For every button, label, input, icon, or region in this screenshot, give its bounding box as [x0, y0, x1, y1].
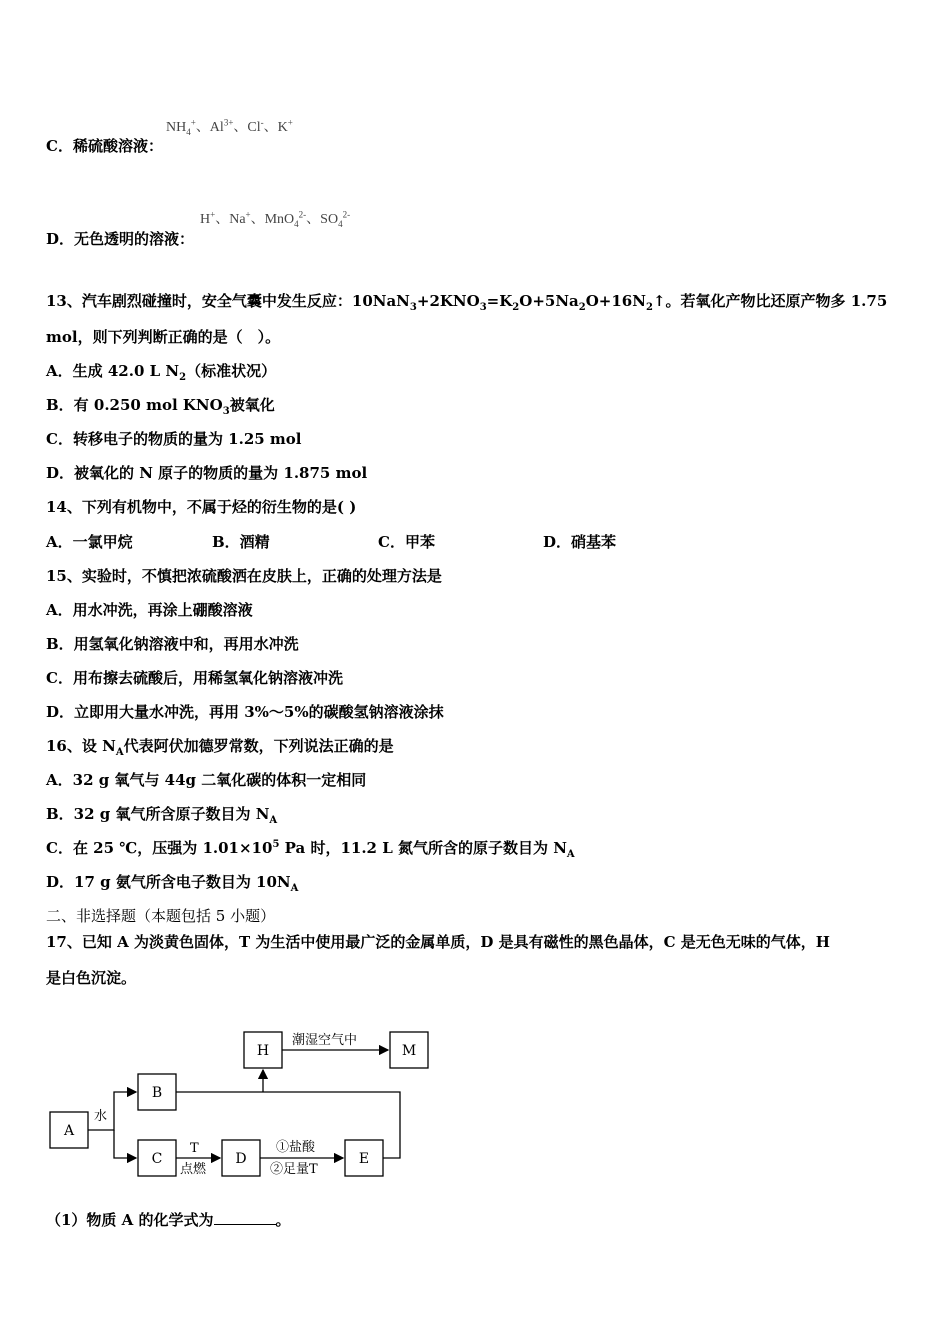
q14-option-d: D．硝基苯 [543, 533, 617, 551]
q13-stem-line1: 13、汽车剧烈碰撞时，安全气囊中发生反应：$10NaN_3+2KNO_3=K_2O+5Na_2O+16N_2↑$。若氧化产物比还原产物多 1.75 [46, 292, 888, 313]
q13-option-a: A．生成 42.0 L $N_2$（标准状况） [46, 362, 277, 383]
q16-option-d: D．17 g 氨气所含电子数目为 $10N_A$ [46, 873, 299, 894]
answer-blank[interactable] [214, 1210, 276, 1225]
q15-option-c: C．用布擦去硫酸后，用稀氢氧化钠溶液冲洗 [46, 669, 343, 687]
q17-stem-line1: 17、已知 A 为淡黄色固体，T 为生活中使用最广泛的金属单质，D 是具有磁性的黑色晶体，C 是无色无味的气体，H [46, 933, 830, 951]
q15-option-b: B．用氢氧化钠溶液中和，再用水冲洗 [46, 635, 299, 653]
q14-option-c: C．甲苯 [378, 533, 435, 551]
node-d: D [235, 1151, 247, 1167]
q12-c-ions: $NH_4^+$、$Al^{3+}$、Cl-、K+ [166, 117, 293, 137]
q17-stem-line2: 是白色沉淀。 [46, 969, 137, 987]
q13-stem-line2: mol，则下列判断正确的是（ ）。 [46, 328, 281, 346]
q15-option-a: A．用水冲洗，再涂上硼酸溶液 [46, 601, 253, 619]
label-water: 水 [94, 1109, 108, 1124]
q13-option-b: B．有 0.250 mol $KNO_3$被氧化 [46, 396, 275, 417]
label-humid-air: 潮湿空气中 [292, 1033, 358, 1048]
reaction-flow-diagram [40, 1020, 450, 1185]
q16-option-b: B．32 g 氧气所含原子数目为 $N_A$ [46, 805, 278, 826]
q14-option-a: A．一氯甲烷 [46, 533, 133, 551]
node-a: A [63, 1123, 75, 1139]
node-e: E [358, 1151, 370, 1167]
node-b: B [151, 1085, 163, 1101]
node-h: H [256, 1043, 270, 1059]
label-ignite: 点燃 [180, 1162, 207, 1177]
q16-stem: 16、设 $N_A$代表阿伏加德罗常数，下列说法正确的是 [46, 737, 394, 758]
q17-subquestion-1: （1）物质 A 的化学式为 。 [46, 1211, 291, 1229]
q14-stem: 14、下列有机物中，不属于烃的衍生物的是( ) [46, 498, 357, 516]
label-hcl: ①盐酸 [276, 1140, 316, 1155]
q13-option-d: D．被氧化的 N 原子的物质的量为 1.875 mol [46, 464, 368, 482]
node-c: C [151, 1151, 163, 1167]
label-excess-t: ②足量T [270, 1162, 318, 1177]
q12-option-c: C．稀硫酸溶液： [46, 137, 163, 155]
q12-option-d: D．无色透明的溶液： [46, 230, 195, 248]
q12-d-ions: H+、Na+、MnO$_4^{2-}$、$SO_4^{2-}$ [200, 209, 351, 229]
q13-option-c: C．转移电子的物质的量为 1.25 mol [46, 430, 302, 448]
section-heading: 二、非选择题（本题包括 5 小题） [46, 907, 276, 925]
q15-stem: 15、实验时，不慎把浓硫酸洒在皮肤上，正确的处理方法是 [46, 567, 442, 585]
node-m: M [401, 1043, 417, 1059]
q14-option-b: B．酒精 [212, 533, 270, 551]
q16-option-c: C．在 25 ℃，压强为 $1.01\times 10^5$ Pa 时，11.2 L 氮气所含的原子数目为 $N_A$ [46, 839, 575, 860]
q15-option-d: D．立即用大量水冲洗，再用 3%～5%的碳酸氢钠溶液涂抹 [46, 703, 444, 721]
label-t: T [190, 1141, 199, 1156]
q16-option-a: A．32 g 氧气与 44g 二氧化碳的体积一定相同 [46, 771, 367, 789]
